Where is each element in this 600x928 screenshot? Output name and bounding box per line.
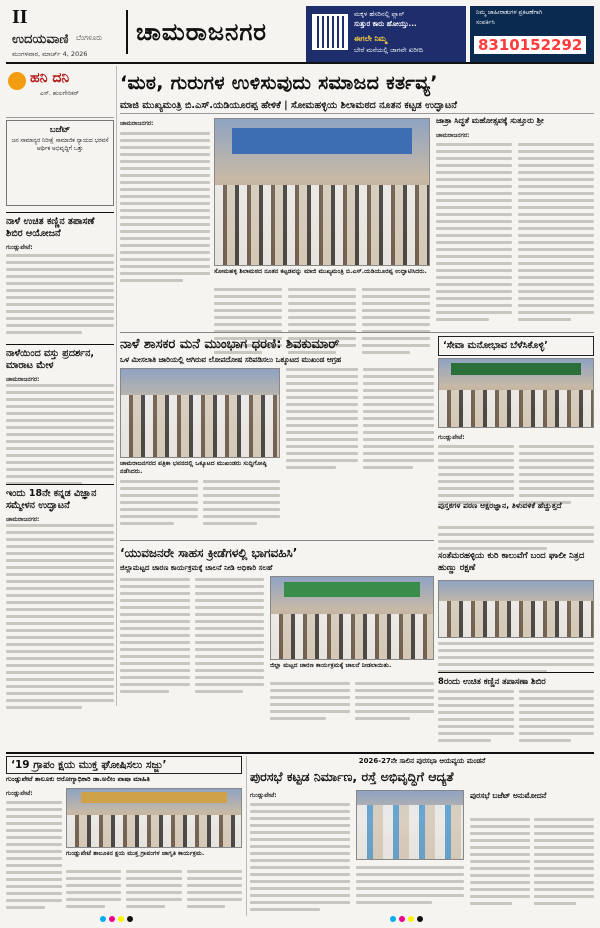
bottom-right-byline: ಗುಂಡ್ಲುಪೇಟೆ: xyxy=(250,792,277,799)
budget-text: ಜನ ಸಾಮಾನ್ಯರ ನಿರೀಕ್ಷೆ ಸಾಮಾಜಿಕ ನ್ಯಾಯದ ಭರವಸೆ ಆರ್ಥಿಕ ಅಭಿವೃದ್ಧಿಗೆ ಒತ್ತು xyxy=(11,138,109,152)
strike-photo-caption: ಚಾಮರಾಜನಗರದ ಪತ್ರಿಕಾ ಭವನದಲ್ಲಿ ಒಕ್ಕೂಟದ ಮುಖಂಡರು ಸುದ್ದಿಗೋಷ್ಠಿ ನಡೆಸಿದರು. xyxy=(120,460,267,475)
qr-ad-line2: ಸುತ್ತುರ ಕಾರು ಹೋಯ್ತು... xyxy=(354,20,417,28)
left-story1-body xyxy=(6,254,114,338)
mid-right-story3-body xyxy=(438,690,594,746)
left-story2-byline: ಚಾಮರಾಜನಗರ: xyxy=(6,376,40,383)
bottom-left-byline: ಗುಂಡ್ಲುಪೇಟೆ: xyxy=(6,790,33,797)
qr-ad-line4: ಬೇರೆ ಮನೆಯಲ್ಲಿ ಜಾಗವೇ ಖರೀದಿ xyxy=(354,46,423,54)
strike-group-image xyxy=(121,395,279,457)
seva-photo[interactable] xyxy=(438,358,594,428)
bottom-left-banner xyxy=(81,792,227,802)
youth-subhead: ಜಿಲ್ಲಾಮಟ್ಟದ ಚಾರಣ ಕಾರ್ಯಕ್ರಮಕ್ಕೆ ಚಾಲನೆ ನೀಡಿ ಅಧಿಕಾರಿ ಸಲಹೆ xyxy=(120,563,273,572)
lead-headline[interactable]: ‘ಮಠ, ಗುರುಗಳ ಉಳಿಸುವುದು ಸಮಾಜದ ಕರ್ತವ್ಯ’ xyxy=(120,72,438,94)
bottom-right-body-col3 xyxy=(470,818,594,909)
section-rule xyxy=(120,332,594,333)
strike-body-2 xyxy=(120,480,280,529)
youth-headline[interactable]: ‘ಯುವಜನರೇ ಸಾಹಸ ಕ್ರೀಡೆಗಳಲ್ಲಿ ಭಾಗವಹಿಸಿ’ xyxy=(120,546,298,560)
honey-drop-icon xyxy=(8,72,26,90)
youth-banner xyxy=(284,582,420,597)
bottom-right-photo[interactable] xyxy=(356,790,464,860)
mid-right-story1-headline[interactable]: ಪುಸ್ತಕಗಳ ಪಠಣ ಅಕ್ಷರಜ್ಞಾನ, ತಿಳುವಳಿಕೆ ಹೆಚ್ಚುತ್ತದೆ xyxy=(438,501,562,510)
left-story1-headline[interactable] xyxy=(6,212,114,254)
bottom-right-body-col1 xyxy=(250,790,350,915)
paper-name: ಉದಯವಾಣಿ xyxy=(12,32,69,47)
bottom-left-image xyxy=(67,815,241,847)
left-story3-body xyxy=(6,524,114,713)
mid-right-story3-headline[interactable]: 8ರಂದು ಉಚಿತ ಕಣ್ಣಿನ ತಪಾಸಣಾ ಶಿಬಿರ xyxy=(438,672,594,687)
right-top-kicker[interactable]: ಜಾತ್ರಾ ಸಿದ್ಧತೆ ಮಹೋತ್ಸವಕ್ಕೆ ಸುತ್ತೂರು ಶ್ರೀ xyxy=(436,116,544,125)
column-divider xyxy=(116,66,117,706)
bottom-left-photo[interactable] xyxy=(66,788,242,848)
crowd-image xyxy=(215,185,429,265)
bottom-right-image xyxy=(357,805,463,859)
bottom-rule xyxy=(6,752,594,754)
mid-right-story2-headline[interactable]: ಸಂತೆಮರಹಳ್ಳಿಯ ಕುರಿ ಕಾಲುವೆಗೆ ಬಂದ ಘಾಲೀ ನಿತ್ರದ ಹುಣ್ಣು ರಕ್ಷಣೆ xyxy=(438,551,585,573)
phone-ad-line2: ಸಂಪರ್ಕಿಸಿ xyxy=(476,19,495,26)
left-story3-title: ಇಂದು 18ನೇ ಕನ್ನಡ ವಿಜ್ಞಾನ ಸಮ್ಮೇಳನ ಉದ್ಘಾಟನೆ xyxy=(6,488,97,511)
budget-heading: ಬಜೆಟ್ xyxy=(49,125,71,135)
youth-body xyxy=(120,578,264,697)
left-story1-title: ನಾಳೆ ಉಚಿತ ಕಣ್ಣಿನ ತಪಾಸಣೆ ಶಿಬಿರ ಆಯೋಜನೆ xyxy=(6,216,95,239)
left-story3-byline: ಚಾಮರಾಜನಗರ: xyxy=(6,516,40,523)
bottom-right-side-headline[interactable]: ಪುರಸಭೆ ಬಜೆಟ್ ಅನುಮೋದನೆ xyxy=(470,791,547,800)
lead-byline: ಚಾಮರಾಜನಗರ: xyxy=(120,120,154,127)
left-story3-headline[interactable] xyxy=(6,484,114,526)
strike-subhead: ಒಳ ಮೀಸಲಾತಿ ಜಾರಿಯಲ್ಲಿ ಆಗಿರುವ ಲೋಪದೋಷ ಸರಿಪಡಿಸಲು ಒಕ್ಕೂಟದ ಮುಖಂಡ ಆಗ್ರಹ xyxy=(120,355,342,364)
youth-photo-caption: ಜಿಲ್ಲಾ ಮಟ್ಟದ ಚಾರಣ ಕಾರ್ಯಕ್ರಮಕ್ಕೆ ಚಾಲನೆ ನೀಡಲಾಯಿತು. xyxy=(270,662,392,669)
bottom-left-body-col2 xyxy=(66,870,242,912)
left-story2-title: ನಾಳೆಯಿಂದ ವಸ್ತು ಪ್ರದರ್ಶನ, ಮಾರಾಟ ಮೇಳ xyxy=(6,348,94,371)
phone-ad-number[interactable]: 8310152292 xyxy=(474,36,586,54)
registration-marks-left xyxy=(100,916,133,922)
bottom-right-body-col2 xyxy=(356,866,464,908)
strike-photo[interactable] xyxy=(120,368,280,458)
left-column xyxy=(6,66,114,706)
youth-photo[interactable] xyxy=(270,576,434,660)
bottom-left-body-col1 xyxy=(6,788,62,913)
bottom-left-photo-caption: ಗುಂಡ್ಲುಪೇಟೆ ತಾಲೂಕಿನ ಕ್ಷಯ ಮುಕ್ತ ಗ್ರಾಪಂಗಳ ಜಾಗೃತಿ ಕಾರ್ಯಕ್ರಮ. xyxy=(66,850,205,857)
phone-advertisement[interactable] xyxy=(470,6,594,62)
youth-body-2 xyxy=(270,682,434,724)
left-story1-byline: ಗುಂಡ್ಲುಪೇಟೆ: xyxy=(6,244,33,251)
seva-byline: ಗುಂಡ್ಲುಪೇಟೆ: xyxy=(438,434,465,441)
youth-rule xyxy=(120,540,434,541)
right-top-body xyxy=(436,130,594,325)
column-title: ಹನಿ ದನಿ xyxy=(30,70,70,86)
seva-headline[interactable]: ‘ಸೇವಾ ಮನೋಭಾವ ಬೆಳೆಸಿಕೊಳ್ಳಿ’ xyxy=(438,336,594,356)
bottom-left-headline[interactable]: ‘19 ಗ್ರಾಪಂ ಕ್ಷಯ ಮುಕ್ತ ಘೋಷಿಸಲು ಸಜ್ಜು’ xyxy=(6,756,242,774)
bottom-left-subhead: ಗುಂಡ್ಲುಪೇಟೆ ತಾಲೂಕು ಆರೋಗ್ಯಾಧಿಕಾರಿ ಡಾ.ಅಲೀಂ ಪಾಷಾ ಮಾಹಿತಿ xyxy=(6,775,150,783)
youth-group-image xyxy=(271,614,433,659)
paper-date: ಮಂಗಳವಾರ, ಮಾರ್ಚ್ 4, 2026 xyxy=(12,50,88,58)
registration-marks-right xyxy=(390,916,423,922)
section-title: ಚಾಮರಾಜನಗರ xyxy=(126,10,301,54)
lead-photo-caption: ಸೋಮಹಳ್ಳಿ ಶಿಲಾಮಠದ ನೂತನ ಕಟ್ಟಡವನ್ನು ಮಾಜಿ ಮುಖ್ಯಮಂತ್ರಿ ಬಿ.ಎಸ್.ಯಡಿಯೂರಪ್ಪ ಉದ್ಘಾಟಿಸಿದರು. xyxy=(214,268,427,275)
bottom-right-headline[interactable]: ಪುರಸಭೆ ಕಟ್ಟಡ ನಿರ್ಮಾಣ, ರಸ್ತೆ ಅಭಿವೃದ್ಧಿಗೆ ಆದ್ಯತೆ xyxy=(250,769,454,784)
left-story2-body xyxy=(6,384,114,489)
mid-right-image xyxy=(439,601,593,637)
paper-edition: ಬೆಂಗಳೂರು xyxy=(76,34,103,42)
strike-body xyxy=(286,368,434,473)
masthead-rule xyxy=(6,62,594,64)
masthead xyxy=(6,6,594,64)
strike-headline[interactable]: ನಾಳೆ ಶಾಸಕರ ಮನೆ ಮುಂಭಾಗ ಧರಣಿ: ಶಿವಕುಮಾರ್ xyxy=(120,337,340,352)
left-story2-headline[interactable] xyxy=(6,344,114,386)
seva-group-image xyxy=(439,390,593,427)
lead-body-col1 xyxy=(120,118,210,286)
stage-banner xyxy=(232,128,412,154)
bottom-divider xyxy=(246,756,247,916)
lead-subhead: ಮಾಜಿ ಮುಖ್ಯಮಂತ್ರಿ ಬಿ.ಎಸ್.ಯಡಿಯೂರಪ್ಪ ಹೇಳಿಕೆ | ಸೋಮಹಳ್ಳಿಯ ಶಿಲಾಮಠದ ನೂತನ ಕಟ್ಟಡ ಉದ್ಘಾಟನೆ xyxy=(120,98,594,114)
bottom-right-kicker: 2026-27ನೇ ಸಾಲಿನ ಪುರಸಭಾ ಆಯವ್ಯಯ ಮಂಡನೆ xyxy=(358,757,486,765)
qr-advertisement[interactable] xyxy=(306,6,466,62)
column-author: ಎಸ್. ಹುಲಗೇರಿಕರ್ xyxy=(40,90,79,97)
seva-banner xyxy=(451,363,580,375)
budget-poem-box xyxy=(6,120,114,206)
right-top-byline: ಚಾಮರಾಜನಗರ: xyxy=(436,132,470,139)
seva-body xyxy=(438,432,594,508)
qr-ad-line3: ಈಗಲೇ ನಿಮ್ಮ xyxy=(354,34,387,43)
page-number: II xyxy=(12,6,28,28)
mid-right-photo[interactable] xyxy=(438,580,594,638)
phone-ad-line1: ನಿಮ್ಮ ಜಾಹೀರಾತುಗಳ ಪ್ರಕಟಣೆಗಾಗಿ xyxy=(476,9,543,16)
honey-dani-logo xyxy=(6,66,114,118)
qr-code-icon xyxy=(312,14,348,50)
lead-photo[interactable] xyxy=(214,118,430,266)
qr-ad-line1: ಮಕ್ಕಳ ಹೆಸರಿನಲ್ಲಿ ಪ್ಲಾನ್ xyxy=(354,10,405,18)
